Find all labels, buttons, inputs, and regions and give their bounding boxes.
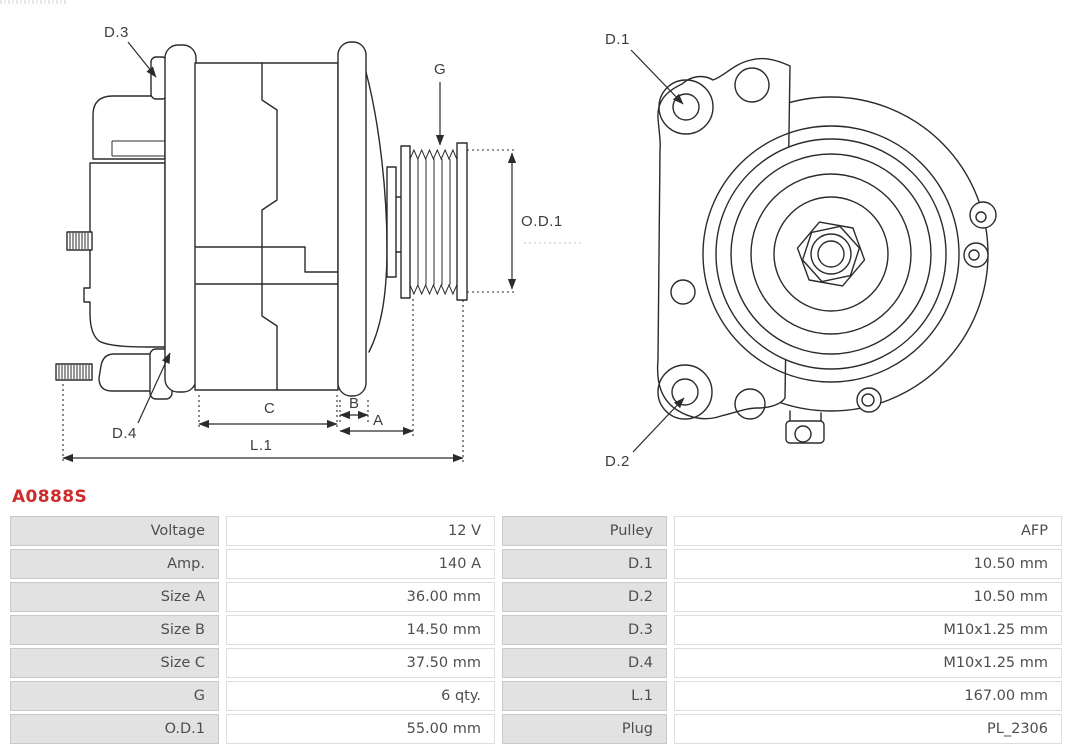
shaft-plate <box>387 167 396 277</box>
part-number: A0888S <box>12 487 88 507</box>
drive-end-cone <box>366 72 387 352</box>
spec-value: 37.50 mm <box>226 648 495 678</box>
pulley-right-flange <box>457 143 467 300</box>
spec-label: D.3 <box>502 615 667 645</box>
right-lug-upper <box>970 202 996 228</box>
spec-label: D.1 <box>502 549 667 579</box>
spec-value: PL_2306 <box>674 714 1062 744</box>
dim-label-g: G <box>434 61 447 78</box>
dim-label-l1: L.1 <box>250 437 273 454</box>
spec-value: 14.50 mm <box>226 615 495 645</box>
spec-label: Size A <box>10 582 219 612</box>
bottom-tab <box>786 421 824 443</box>
dim-label-d3: D.3 <box>104 24 129 41</box>
spec-value: 167.00 mm <box>674 681 1062 711</box>
front-view-diagram <box>585 0 1080 475</box>
bottom-right-lug <box>857 388 881 412</box>
spec-label: D.2 <box>502 582 667 612</box>
pulley-grooves <box>410 159 450 285</box>
rear-cover-cap <box>93 96 165 159</box>
spec-value: M10x1.25 mm <box>674 615 1062 645</box>
spec-label: Size B <box>10 615 219 645</box>
spec-label: Amp. <box>10 549 219 579</box>
dim-label-od1: O.D.1 <box>521 213 563 230</box>
spec-value: 140 A <box>226 549 495 579</box>
dim-label-d4: D.4 <box>112 425 137 442</box>
spec-label: D.4 <box>502 648 667 678</box>
rear-housing <box>84 163 165 347</box>
spec-value: AFP <box>674 516 1062 546</box>
spec-label: O.D.1 <box>10 714 219 744</box>
spec-label: Plug <box>502 714 667 744</box>
spec-label: Pulley <box>502 516 667 546</box>
spec-label: Voltage <box>10 516 219 546</box>
dim-label-c: C <box>264 400 276 417</box>
spec-table <box>10 516 1062 744</box>
spec-value: 10.50 mm <box>674 582 1062 612</box>
spec-value: M10x1.25 mm <box>674 648 1062 678</box>
side-view-diagram <box>0 0 585 475</box>
dim-label-d2: D.2 <box>605 453 630 470</box>
spec-value: 6 qty. <box>226 681 495 711</box>
spec-value: 36.00 mm <box>226 582 495 612</box>
pulley-left-flange <box>401 146 410 298</box>
dim-label-b: B <box>349 395 360 412</box>
spec-label: Size C <box>10 648 219 678</box>
dim-label-a: A <box>373 412 384 429</box>
front-bracket-bar <box>338 42 366 396</box>
spec-value: 10.50 mm <box>674 549 1062 579</box>
rear-bracket-bar <box>165 45 196 392</box>
spec-value: 55.00 mm <box>226 714 495 744</box>
right-lug-lower <box>964 243 988 267</box>
stator-body <box>195 63 338 390</box>
spec-value: 12 V <box>226 516 495 546</box>
dim-label-d1: D.1 <box>605 31 630 48</box>
spec-label: G <box>10 681 219 711</box>
spec-label: L.1 <box>502 681 667 711</box>
